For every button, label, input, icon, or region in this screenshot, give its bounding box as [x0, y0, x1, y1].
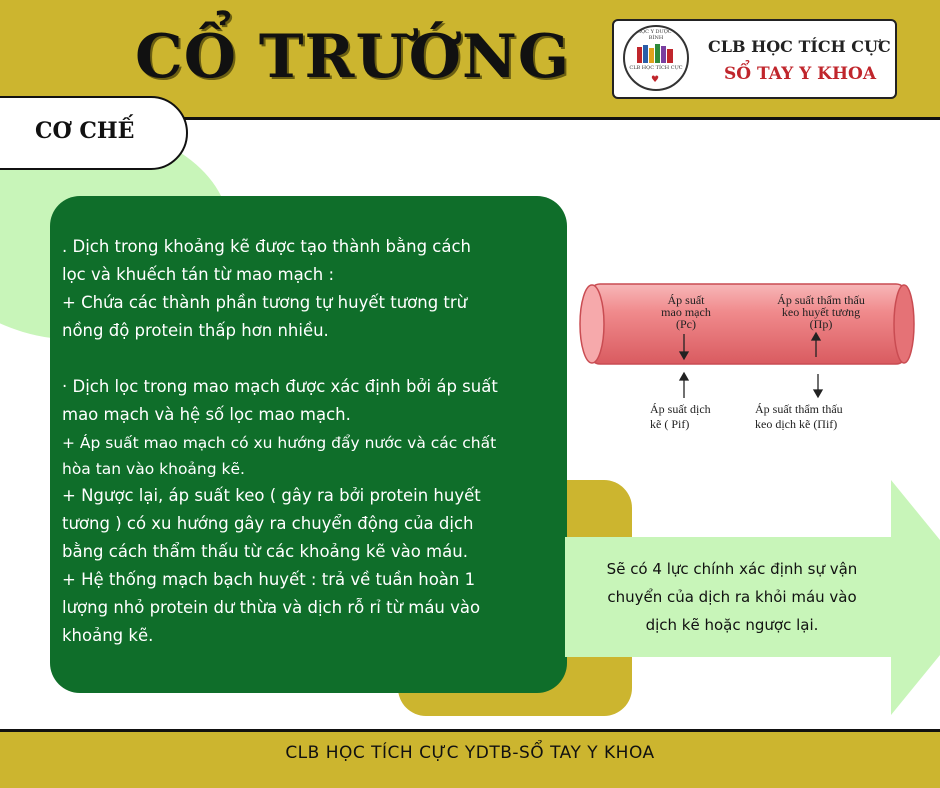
content-line: mao mạch và hệ số lọc mao mạch. [62, 405, 351, 424]
label-pif-1: Áp suất dịch [650, 402, 711, 416]
page-title: CỔ TRƯỚNG [135, 22, 571, 92]
content-line: tương ) có xu hướng gây ra chuyển động của dịch [62, 514, 474, 533]
content-line: lượng nhỏ protein dư thừa và dịch rỗ rỉ từ máu vào [62, 598, 481, 617]
content-line: + Hệ thống mạch bạch huyết : trả về tuần hoàn 1 [62, 570, 476, 589]
heart-icon: ♥ [651, 75, 660, 85]
label-pp-1: Áp suất thẩm thấu [777, 293, 865, 307]
content-line: hòa tan vào khoảng kẽ. [62, 460, 245, 478]
summary-line: Sẽ có 4 lực chính xác định sự vận [606, 560, 858, 578]
label-pif-2: kẽ ( Pif) [650, 417, 690, 431]
content-line: khoảng kẽ. [62, 626, 154, 645]
logo-club-name: CLB HỌC TÍCH CỰC [708, 37, 891, 56]
capillary-diagram [578, 282, 918, 442]
content-line: bằng cách thẩm thấu từ các khoảng kẽ vào máu. [62, 542, 468, 561]
arrow-down-iif-head [814, 390, 822, 397]
club-logo-box [612, 19, 897, 99]
summary-text [582, 555, 882, 639]
label-iif-1: Áp suất thẩm thấu [755, 402, 843, 416]
label-iif-2: keo dịch kẽ (Пif) [755, 417, 838, 431]
emblem-inner-text: CLB HỌC TÍCH CỰC [629, 65, 683, 71]
summary-line: dịch kẽ hoặc ngược lại. [645, 616, 819, 634]
label-pc-3: (Pc) [676, 317, 696, 331]
section-label: CƠ CHẾ [35, 118, 135, 144]
vessel-end [894, 285, 914, 363]
club-emblem [623, 25, 689, 91]
vessel-opening [580, 285, 604, 363]
content-line: · Dịch lọc trong mao mạch được xác định bởi áp suất [62, 377, 498, 396]
content-line: + Áp suất mao mạch có xu hướng đẩy nước và các chất [62, 434, 497, 452]
summary-line: chuyển của dịch ra khỏi máu vào [607, 588, 857, 606]
footer-text: CLB HỌC TÍCH CỰC YDTB-SỔ TAY Y KHOA [285, 743, 655, 763]
label-pc-1: Áp suất [667, 293, 705, 307]
emblem-ring-text: ĐẠI HỌC Y DƯỢC THÁI BÌNH [625, 29, 687, 41]
label-pp-3: (Пp) [809, 317, 833, 331]
content-line: . Dịch trong khoảng kẽ được tạo thành bằng cách [62, 237, 471, 256]
label-pc-2: mao mạch [661, 305, 711, 319]
content-line: lọc và khuếch tán từ mao mạch : [62, 265, 335, 284]
content-line: + Ngược lại, áp suất keo ( gây ra bởi protein huyết [62, 486, 481, 505]
arrow-up-pif-head [680, 373, 688, 380]
content-line: + Chứa các thành phần tương tự huyết tương trừ [62, 293, 468, 312]
content-line: nồng độ protein thấp hơn nhiều. [62, 321, 329, 340]
logo-subtitle: SỔ TAY Y KHOA [724, 64, 877, 84]
label-pp-2: keo huyết tương [781, 305, 861, 319]
books-icon [637, 43, 675, 63]
